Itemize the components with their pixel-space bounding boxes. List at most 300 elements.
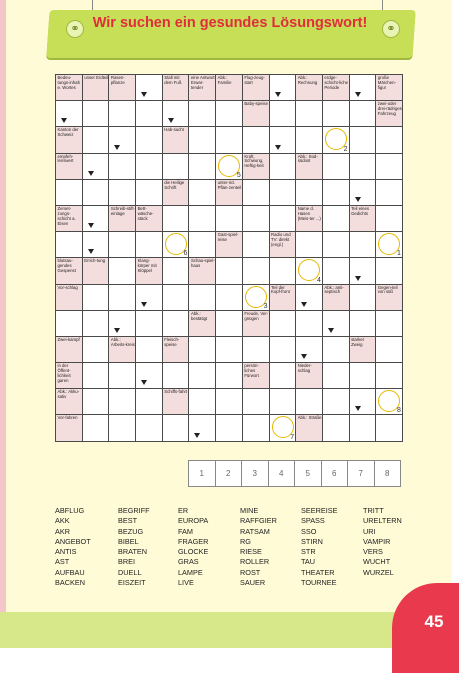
clue-text: erdge-schicht-liche Periode <box>324 75 349 90</box>
clue-text: Nieder-schlag <box>297 363 312 373</box>
answer-cell[interactable] <box>349 258 376 284</box>
answer-cell[interactable] <box>242 205 269 231</box>
answer-cell[interactable] <box>56 101 83 127</box>
answer-cell[interactable] <box>82 179 109 205</box>
answer-cell[interactable] <box>136 232 163 258</box>
answer-cell[interactable] <box>296 179 323 205</box>
answer-cell[interactable] <box>56 179 83 205</box>
answer-cell[interactable] <box>349 284 376 310</box>
answer-cell[interactable] <box>322 205 349 231</box>
clue-text: Vor-fahren <box>57 415 78 421</box>
answer-cell[interactable] <box>109 127 136 153</box>
clue-text: Baby-speise <box>244 101 268 107</box>
grid-row <box>56 336 403 362</box>
grid-row <box>56 101 403 127</box>
solution-circle-number: 1 <box>397 250 401 258</box>
clue-cell <box>162 389 189 415</box>
answer-cell[interactable] <box>189 127 216 153</box>
answer-cell[interactable] <box>376 310 403 336</box>
answer-cell[interactable] <box>269 101 296 127</box>
clue-text: Zerset-zungs-schicht a. Eisen <box>57 205 76 226</box>
grid-row <box>56 127 403 153</box>
answer-cell[interactable] <box>242 232 269 258</box>
solution-box[interactable]: 6 <box>321 461 348 487</box>
clue-cell <box>349 336 376 362</box>
answer-cell[interactable] <box>216 153 243 179</box>
solution-box[interactable]: 5 <box>295 461 322 487</box>
answer-cell[interactable] <box>162 232 189 258</box>
clue-cell <box>56 389 83 415</box>
clue-text: persön-liches Fürwort <box>244 363 259 378</box>
answer-cell[interactable] <box>162 101 189 127</box>
word-list-column <box>178 506 240 588</box>
grid-row <box>56 179 403 205</box>
answer-cell[interactable] <box>349 389 376 415</box>
clue-cell <box>242 363 269 389</box>
word-list-column <box>118 506 178 588</box>
clue-text: Teil der Kopf-front <box>271 284 290 295</box>
clue-cell <box>162 75 189 101</box>
answer-cell[interactable] <box>189 232 216 258</box>
grid-row <box>56 75 403 101</box>
answer-cell[interactable] <box>376 258 403 284</box>
clue-text: Flug-zeug-start <box>244 75 265 85</box>
answer-cell[interactable] <box>162 415 189 441</box>
clue-text: Errich-tung <box>84 258 106 264</box>
answer-cell[interactable] <box>269 415 296 441</box>
solution-box[interactable]: 3 <box>242 461 269 487</box>
clue-cell <box>216 232 243 258</box>
answer-cell[interactable] <box>376 415 403 441</box>
answer-cell[interactable] <box>322 258 349 284</box>
answer-cell[interactable] <box>322 336 349 362</box>
solution-box[interactable]: 7 <box>348 461 375 487</box>
answer-cell[interactable] <box>216 310 243 336</box>
answer-cell[interactable] <box>136 153 163 179</box>
grid-row <box>56 284 403 310</box>
grid-row <box>56 258 403 284</box>
answer-cell[interactable] <box>189 205 216 231</box>
page-title <box>60 14 400 32</box>
answer-cell[interactable] <box>162 310 189 336</box>
clue-cell <box>189 310 216 336</box>
clue-cell <box>296 153 323 179</box>
clue-cell <box>56 258 83 284</box>
solution-box[interactable]: 2 <box>215 461 242 487</box>
answer-cell[interactable] <box>322 389 349 415</box>
answer-cell[interactable] <box>376 232 403 258</box>
word-list-item: EISZEIT <box>118 578 146 588</box>
answer-cell[interactable] <box>269 205 296 231</box>
clue-text: Gegen-teil von süß <box>377 284 398 295</box>
answer-cell[interactable] <box>349 310 376 336</box>
clue-cell <box>376 75 403 101</box>
clue-cell <box>296 415 323 441</box>
clue-cell <box>322 284 349 310</box>
clue-text: Rasen-pflanze <box>110 75 125 85</box>
solution-circle-number: 8 <box>397 407 401 415</box>
word-list-item: RAFFGIER <box>240 516 277 526</box>
word-list-item: AST <box>55 557 70 567</box>
answer-cell[interactable] <box>162 153 189 179</box>
clue-cell <box>82 258 109 284</box>
answer-cell[interactable] <box>216 336 243 362</box>
answer-cell[interactable] <box>322 310 349 336</box>
bottom-strip <box>0 612 459 648</box>
answer-cell[interactable] <box>82 205 109 231</box>
answer-cell[interactable] <box>82 415 109 441</box>
clue-text: eine Antwort Erwar-tender <box>190 75 215 90</box>
answer-cell[interactable] <box>242 415 269 441</box>
grid-row <box>56 153 403 179</box>
clue-text: Abk.: Rechnung <box>297 75 318 85</box>
clue-text: Abk.: Süd-südost <box>297 153 318 164</box>
answer-cell[interactable] <box>82 363 109 389</box>
answer-cell[interactable] <box>82 336 109 362</box>
word-list-item: VAMPIR <box>363 536 391 546</box>
paperclip-icon: ⚭ <box>382 20 400 38</box>
clue-text: Vor-schlag <box>57 284 78 290</box>
clue-cell <box>242 75 269 101</box>
clue-text: Gast-spiel-reise <box>217 232 239 243</box>
solution-circle-number: 3 <box>263 302 268 310</box>
answer-cell[interactable] <box>242 179 269 205</box>
word-list-item: BACKEN <box>55 578 86 588</box>
solution-circle-number: 4 <box>316 276 321 284</box>
clue-cell <box>242 153 269 179</box>
answer-cell[interactable] <box>216 127 243 153</box>
answer-cell[interactable] <box>162 258 189 284</box>
answer-cell[interactable] <box>376 363 403 389</box>
answer-cell[interactable] <box>269 336 296 362</box>
answer-cell[interactable] <box>376 153 403 179</box>
clue-cell <box>56 153 83 179</box>
answer-cell[interactable] <box>189 179 216 205</box>
clue-text: Freude, Ver-gnügen <box>244 310 269 321</box>
answer-cell[interactable] <box>269 389 296 415</box>
answer-cell[interactable] <box>56 310 83 336</box>
solution-box[interactable]: 4 <box>268 461 295 487</box>
answer-cell[interactable] <box>376 127 403 153</box>
answer-cell[interactable] <box>242 258 269 284</box>
answer-cell[interactable] <box>82 127 109 153</box>
answer-cell[interactable] <box>136 179 163 205</box>
clue-text: große Märchen-figur <box>377 75 396 90</box>
clue-cell <box>56 363 83 389</box>
answer-cell[interactable] <box>349 153 376 179</box>
answer-cell[interactable] <box>109 310 136 336</box>
word-list-item: WURZEL <box>363 567 394 577</box>
word-list-item: BEGRIFF <box>118 506 150 515</box>
answer-cell[interactable] <box>189 101 216 127</box>
clue-cell <box>269 284 296 310</box>
grid-row <box>56 205 403 231</box>
answer-cell[interactable] <box>189 363 216 389</box>
clue-text: Abk.: Arbeits-kreis <box>110 336 135 347</box>
clue-cell <box>296 363 323 389</box>
answer-cell[interactable] <box>322 232 349 258</box>
answer-cell[interactable] <box>162 284 189 310</box>
word-list-item: BEST <box>118 516 138 526</box>
answer-cell[interactable] <box>349 232 376 258</box>
answer-cell[interactable] <box>109 363 136 389</box>
answer-cell[interactable] <box>376 205 403 231</box>
grid-row <box>56 310 403 336</box>
clue-text: Zwei-kampf <box>57 336 80 342</box>
answer-cell[interactable] <box>349 101 376 127</box>
clue-cell <box>216 75 243 101</box>
word-list-item: BREI <box>118 557 136 567</box>
answer-cell[interactable] <box>376 179 403 205</box>
grid-row <box>56 232 403 258</box>
answer-cell[interactable] <box>136 363 163 389</box>
word-list-item: BIBEL <box>118 536 139 546</box>
clue-text: Abk.: anti-septisch <box>324 284 344 295</box>
word-list-item: TOURNEE <box>301 578 337 588</box>
answer-cell[interactable] <box>349 127 376 153</box>
answer-cell[interactable] <box>162 363 189 389</box>
clue-text: Abk.: Akku-sativ <box>57 389 80 400</box>
answer-cell[interactable] <box>109 415 136 441</box>
clue-text: Radio und TV: direkt (engl.) <box>271 232 291 247</box>
answer-cell[interactable] <box>82 232 109 258</box>
answer-cell[interactable] <box>242 389 269 415</box>
word-list-item: SAUER <box>240 578 266 588</box>
answer-cell[interactable] <box>322 153 349 179</box>
word-list-item: STIRN <box>301 536 323 546</box>
clue-cell <box>56 336 83 362</box>
solution-box[interactable]: 1 <box>189 461 216 487</box>
answer-cell[interactable] <box>216 101 243 127</box>
answer-cell[interactable] <box>216 415 243 441</box>
answer-cell[interactable] <box>136 389 163 415</box>
answer-cell[interactable] <box>189 415 216 441</box>
word-list-item: RATSAM <box>240 526 270 536</box>
clue-cell <box>109 205 136 231</box>
clue-cell <box>82 75 109 101</box>
clue-cell <box>109 75 136 101</box>
answer-cell[interactable] <box>242 284 269 310</box>
clue-text: Bett-wäsche-stück <box>137 205 154 221</box>
clue-text: Abk.: Straße <box>297 415 322 421</box>
clue-text: Bedeu-tungs-inhalt e. Wortes <box>57 75 80 90</box>
answer-cell[interactable] <box>296 232 323 258</box>
clue-cell <box>56 75 83 101</box>
answer-cell[interactable] <box>189 336 216 362</box>
solution-circle-number: 6 <box>183 250 188 258</box>
answer-cell[interactable] <box>162 205 189 231</box>
answer-cell[interactable] <box>136 284 163 310</box>
answer-cell[interactable] <box>296 258 323 284</box>
answer-cell[interactable] <box>376 336 403 362</box>
clue-text: zwei-oder drei-rädriges Fahrzeug <box>377 101 402 116</box>
answer-cell[interactable] <box>296 389 323 415</box>
answer-cell[interactable] <box>269 179 296 205</box>
paperclip-icon: ⚭ <box>66 20 84 38</box>
answer-cell[interactable] <box>136 127 163 153</box>
clue-text: Kanton der Schweiz <box>57 127 79 138</box>
answer-cell[interactable] <box>216 205 243 231</box>
word-list-column <box>55 506 118 588</box>
word-list-item: ROST <box>240 567 261 577</box>
word-list-item: LAMPE <box>178 567 203 577</box>
word-list-item: AUFBAU <box>55 567 85 577</box>
word-list-item: RG <box>240 536 251 546</box>
answer-cell[interactable] <box>269 127 296 153</box>
clue-cell <box>376 101 403 127</box>
answer-cell[interactable] <box>269 258 296 284</box>
clue-cell <box>56 284 83 310</box>
answer-cell[interactable] <box>349 363 376 389</box>
answer-cell[interactable] <box>296 336 323 362</box>
word-list-item: ABFLUG <box>55 506 85 515</box>
word-list-item: SEEREISE <box>301 506 338 515</box>
word-list-item: WUCHT <box>363 557 391 567</box>
word-list-item: ANGEBOT <box>55 536 91 546</box>
clue-text: blutsau-gendes Gespenst <box>57 258 76 274</box>
word-list-item: BRATEN <box>118 547 148 557</box>
answer-cell[interactable] <box>216 389 243 415</box>
answer-cell[interactable] <box>109 232 136 258</box>
clue-text: Stall mit dem Fuß <box>164 75 182 85</box>
answer-cell[interactable] <box>269 310 296 336</box>
answer-cell[interactable] <box>189 153 216 179</box>
clue-cell <box>162 179 189 205</box>
answer-cell[interactable] <box>269 363 296 389</box>
word-list-item: LIVE <box>178 578 194 588</box>
answer-cell[interactable] <box>109 284 136 310</box>
clue-cell <box>136 205 163 231</box>
word-list-item: URELTERN <box>363 516 402 526</box>
answer-cell[interactable] <box>322 415 349 441</box>
clue-text: Name d. Hasen (Meis-ter ...) <box>297 205 321 221</box>
word-list-column <box>363 506 423 588</box>
clue-text: in der Öffent-lichkeit garen <box>57 363 71 383</box>
answer-cell[interactable] <box>269 75 296 101</box>
word-list-item: FAM <box>178 526 193 536</box>
answer-cell[interactable] <box>349 179 376 205</box>
word-list-item: AKR <box>55 526 71 536</box>
answer-cell[interactable] <box>269 153 296 179</box>
word-list-item: FRAGER <box>178 536 209 546</box>
word-list-item: ROLLER <box>240 557 270 567</box>
answer-cell[interactable] <box>349 75 376 101</box>
answer-cell[interactable] <box>136 310 163 336</box>
clue-text: unser Erdteil <box>84 75 109 80</box>
answer-cell[interactable] <box>242 336 269 362</box>
answer-cell[interactable] <box>109 389 136 415</box>
word-list-item: URI <box>363 526 376 536</box>
crossword-grid <box>55 74 403 442</box>
clue-text: Schiffs-fahrt <box>164 389 188 395</box>
clue-text: Schreib-stift-einlage <box>110 205 135 216</box>
answer-cell[interactable] <box>322 127 349 153</box>
word-list-column <box>240 506 301 588</box>
solution-circle-number: 5 <box>236 171 241 179</box>
answer-cell[interactable] <box>296 127 323 153</box>
answer-cell[interactable] <box>216 258 243 284</box>
answer-cell[interactable] <box>296 284 323 310</box>
grid-row <box>56 363 403 389</box>
answer-cell[interactable] <box>109 153 136 179</box>
clue-cell <box>162 336 189 362</box>
word-list-item: STR <box>301 547 316 557</box>
word-list-item: THEATER <box>301 567 335 577</box>
word-list-item: GLOCKE <box>178 547 209 557</box>
word-list-item: BEZUG <box>118 526 144 536</box>
word-list-item: ER <box>178 506 189 515</box>
clue-text: Abk.: bestätigt <box>190 310 208 321</box>
clue-cell <box>56 127 83 153</box>
answer-cell[interactable] <box>296 310 323 336</box>
solution-circle-number: 2 <box>343 145 348 153</box>
word-list-column <box>301 506 363 588</box>
word-list <box>55 506 415 588</box>
clue-text: Kraft, Schwung, Heftig-keit <box>244 153 264 169</box>
answer-cell[interactable] <box>82 153 109 179</box>
solution-box[interactable]: 8 <box>374 461 401 487</box>
answer-cell[interactable] <box>349 415 376 441</box>
clue-cell <box>189 258 216 284</box>
clue-text: Abk.: Familie <box>217 75 232 85</box>
answer-cell[interactable] <box>296 101 323 127</box>
answer-cell[interactable] <box>216 284 243 310</box>
answer-cell[interactable] <box>109 101 136 127</box>
answer-cell[interactable] <box>136 415 163 441</box>
clue-text: Klang-körper mit Klöppel <box>137 258 157 274</box>
answer-cell[interactable] <box>136 101 163 127</box>
word-list-item: ANTIS <box>55 547 77 557</box>
answer-cell[interactable] <box>82 101 109 127</box>
answer-cell[interactable] <box>136 336 163 362</box>
clue-cell <box>189 75 216 101</box>
answer-cell[interactable] <box>136 75 163 101</box>
answer-cell[interactable] <box>322 101 349 127</box>
clue-text: unter-ird. Pflan-zenteil <box>217 179 242 190</box>
answer-cell[interactable] <box>82 389 109 415</box>
answer-cell[interactable] <box>56 232 83 258</box>
clue-text: starker Zweig <box>351 336 365 347</box>
clue-cell <box>162 127 189 153</box>
answer-cell[interactable] <box>109 258 136 284</box>
word-list-item: AKK <box>55 516 70 526</box>
grid-row <box>56 389 403 415</box>
answer-cell[interactable] <box>82 310 109 336</box>
answer-cell[interactable] <box>322 179 349 205</box>
answer-cell[interactable] <box>216 363 243 389</box>
solution-circle-number: 7 <box>290 433 295 441</box>
answer-cell[interactable] <box>189 389 216 415</box>
answer-cell[interactable] <box>82 284 109 310</box>
word-list-item: VERS <box>363 547 383 557</box>
answer-cell[interactable] <box>109 179 136 205</box>
clue-text: Schau-spiel-haus <box>190 258 215 269</box>
clue-cell <box>296 75 323 101</box>
answer-cell[interactable] <box>189 284 216 310</box>
answer-cell[interactable] <box>376 389 403 415</box>
word-list-item: EUROPA <box>178 516 209 526</box>
word-list-item: TAU <box>301 557 316 567</box>
page-title-text: Wir suchen ein gesundes Lösungswort! <box>92 15 368 31</box>
answer-cell[interactable] <box>242 127 269 153</box>
answer-cell[interactable] <box>322 363 349 389</box>
clue-cell <box>242 101 269 127</box>
clue-text: Hab-sucht <box>164 127 184 133</box>
word-list-item: DUELL <box>118 567 142 577</box>
clue-text: Teil eines Gedichts <box>351 205 369 216</box>
word-list-item: GRAS <box>178 557 199 567</box>
word-list-item: TRITT <box>363 506 384 515</box>
